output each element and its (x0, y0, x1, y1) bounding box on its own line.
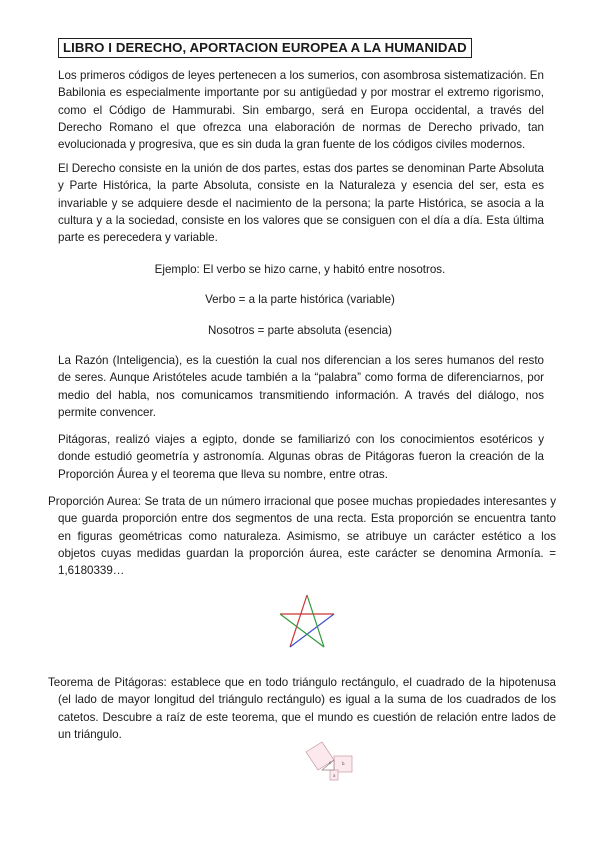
pentagram-icon (278, 593, 336, 649)
pythagoras-diagram-icon (302, 740, 372, 786)
paragraph-razon: La Razón (Inteligencia), es la cuestión la cual nos diferencian a los seres humanos del resto de seres. Aunque Aristóteles acude también a la “palabra” como forma de diferenciarnos, por medio del habla, nos comunicamos transmitiendo información. A través del diálogo, nos permite convencer. (58, 354, 544, 419)
paragraph-teorema: Teorema de Pitágoras: establece que en todo triángulo rectángulo, el cuadrado de la hipotenusa (el lado de mayor longitud del triángulo rectángulo) es igual a la suma de los cuadrados de los catetos. Descubre a raíz de este teorema, que el mundo es cuestión de relación entre lados de un triángulo. (48, 676, 556, 741)
example-line: Ejemplo: El verbo se hizo carne, y habitó entre nosotros. (154, 263, 446, 276)
paragraph-derecho: El Derecho consiste en la unión de dos partes, estas dos partes se denominan Parte Absoluta y Parte Histórica, la parte Absoluta, consiste en la Naturaleza y esencia del ser, esta es invariable y se adquiere desde el nacimiento de la persona; la parte Histórica, se asocia a la cultura y a la sociedad, consiste en los valores que se consiguen con el día a día. Esta última parte es perecedera y variable. (58, 162, 544, 245)
paragraph-intro: Los primeros códigos de leyes pertenecen a los sumerios, con asombrosa sistematización. En Babilonia es especialmente importante por su antigüedad y por mostrar el extremo rigorismo, como el Código de Hammurabi. Sin embargo, será en Europa occidental, a través del Derecho Romano el que ofrezca una elaboración de normas de Derecho privado, tan evolucionada y progresiva, que es sin duda la gran fuente de los códigos civiles modernos. (58, 69, 544, 152)
verbo-line: Verbo = a la parte histórica (variable) (205, 293, 395, 306)
nosotros-line: Nosotros = parte absoluta (esencia) (208, 324, 392, 337)
label-a: a (333, 773, 336, 778)
label-b: b (342, 761, 345, 766)
pentagram-stroke-1 (290, 595, 307, 647)
page-title: LIBRO I DERECHO, APORTACION EUROPEA A LA HUMANIDAD (58, 38, 472, 58)
pentagram-stroke-5 (307, 595, 324, 647)
paragraph-proporcion-aurea: Proporción Aurea: Se trata de un número irracional que posee muchas propiedades interesantes y que guarda proporción entre dos segmentos de una recta. Esta proporción se encuentra tanto en figuras geométricas como naturaleza. Asimismo, se atribuye un carácter estético a los objetos cuyas medidas guardan la proporción áurea, este carácter se denomina Armonía. = 1,6180339… (48, 495, 556, 578)
pentagram-stroke-2 (290, 614, 334, 647)
label-c: c (329, 760, 332, 765)
paragraph-pitagoras: Pitágoras, realizó viajes a egipto, donde se familiarizó con los conocimientos esotéricos y donde estudió geometría y astronomía. Algunas obras de Pitágoras fueron la creación de la Proporción Áurea y el teorema que lleva su nombre, entre otras. (58, 433, 544, 481)
pentagram-stroke-4 (280, 614, 324, 647)
